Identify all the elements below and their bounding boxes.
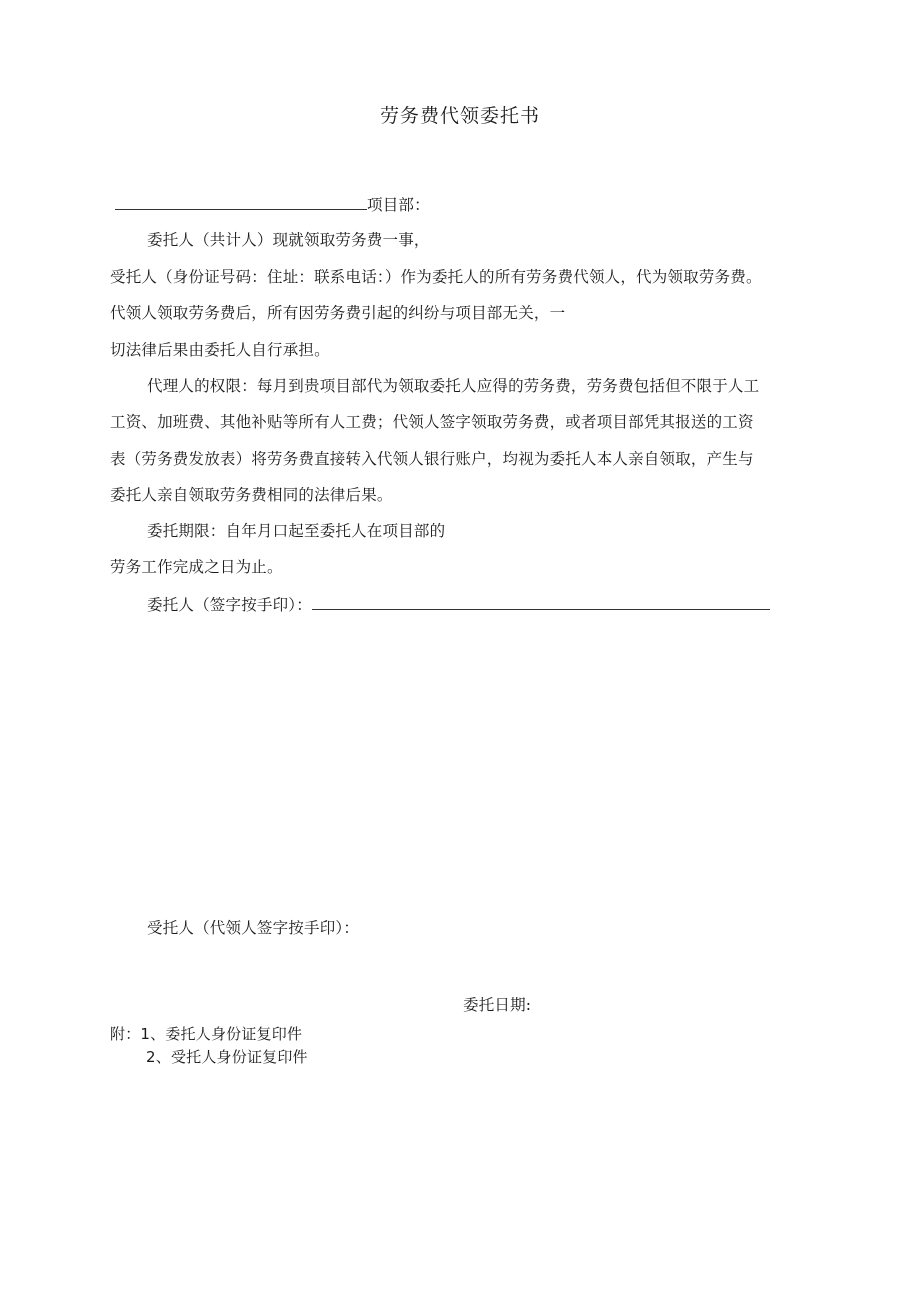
document-title: 劳务费代领委托书 xyxy=(379,105,540,127)
project-name-blank xyxy=(115,194,367,210)
salutation-line xyxy=(115,194,430,215)
salutation-suffix: 项目部： xyxy=(367,196,430,214)
date-label: 委托日期: xyxy=(463,996,532,1014)
paragraph-4-line-2: 劳务工作完成之日为止。 xyxy=(110,558,283,576)
attachment-line-1: 附：1、委托人身份证复印件 xyxy=(110,1025,303,1043)
paragraph-2-line-2: 代领人领取劳务费后，所有因劳务费引起的纠纷与项目部无关，一 xyxy=(110,304,566,322)
attachment-line-2: 2、受托人身份证复印件 xyxy=(146,1048,308,1066)
paragraph-3-line-1: 代理人的权限：每月到贵项目部代为领取委托人应得的劳务费，劳务费包括但不限于人工 xyxy=(147,377,760,395)
principal-sign-line xyxy=(147,594,770,615)
paragraph-3-line-4: 委托人亲自领取劳务费相同的法律后果。 xyxy=(110,486,393,504)
paragraph-4-line-1: 委托期限：自年月口起至委托人在项目部的 xyxy=(147,522,446,540)
paragraph-1: 委托人（共计人）现就领取劳务费一事， xyxy=(147,231,430,249)
principal-sign-label: 委托人（签字按手印）： xyxy=(147,596,312,614)
paragraph-3-line-3: 表（劳务费发放表）将劳务费直接转入代领人银行账户，均视为委托人本人亲自领取，产生与 xyxy=(110,450,754,468)
principal-sign-blank xyxy=(312,594,770,610)
paragraph-2-line-1: 受托人（身份证号码：住址：联系电话：）作为委托人的所有劳务费代领人，代为领取劳务费。 xyxy=(110,268,762,286)
paragraph-3-line-2: 工资、加班费、其他补贴等所有人工费；代领人签字领取劳务费，或者项目部凭其报送的工资 xyxy=(110,413,754,431)
agent-sign-label: 受托人（代领人签字按手印）： xyxy=(147,919,360,937)
paragraph-2-line-3: 切法律后果由委托人自行承担。 xyxy=(110,341,330,359)
